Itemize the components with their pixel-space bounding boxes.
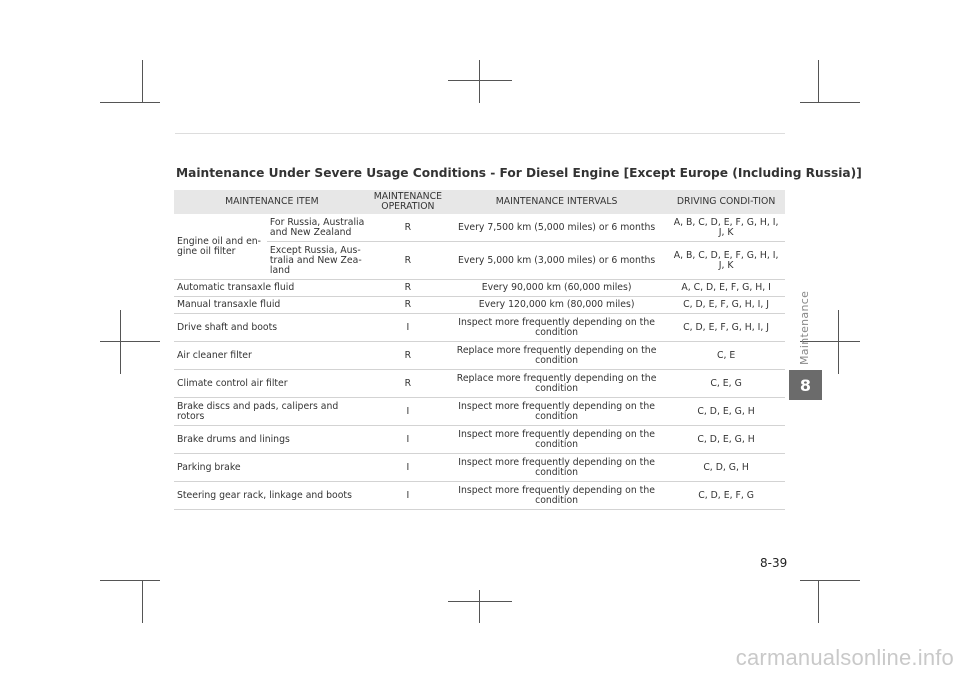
table-row (174, 342, 785, 370)
interval-cell: Every 5,000 km (3,000 miles) or 6 months (446, 242, 667, 280)
condition-cell: C, D, G, H (667, 454, 785, 482)
item-cell: Manual transaxle fluid (174, 297, 370, 314)
condition-cell: C, D, E, G, H (667, 398, 785, 426)
condition-cell: C, D, E, G, H (667, 426, 785, 454)
condition-cell: C, D, E, F, G, H, I, J (667, 297, 785, 314)
table-row (174, 314, 785, 342)
condition-cell: C, E (667, 342, 785, 370)
item-cell: Parking brake (174, 454, 370, 482)
interval-cell: Replace more frequently depending on the condition (446, 370, 667, 398)
interval-cell: Replace more frequently depending on the condition (446, 342, 667, 370)
table-header-row (174, 190, 785, 214)
item-cell: Air cleaner filter (174, 342, 370, 370)
interval-cell: Inspect more frequently depending on the condition (446, 426, 667, 454)
operation-cell: R (370, 342, 446, 370)
interval-cell: Inspect more frequently depending on the condition (446, 454, 667, 482)
condition-cell: C, D, E, F, G (667, 482, 785, 510)
table-row (174, 398, 785, 426)
watermark: carmanualsonline.info (735, 645, 954, 670)
item-cell: Brake discs and pads, calipers and rotors (174, 398, 370, 426)
condition-cell: A, C, D, E, F, G, H, I (667, 280, 785, 297)
table-row (174, 280, 785, 297)
chapter-tab: 8 (789, 370, 822, 400)
interval-cell: Inspect more frequently depending on the condition (446, 398, 667, 426)
region-cell: For Russia, Australia and New Zealand (267, 214, 370, 242)
item-cell: Automatic transaxle fluid (174, 280, 370, 297)
interval-cell: Inspect more frequently depending on the condition (446, 314, 667, 342)
condition-cell: C, E, G (667, 370, 785, 398)
operation-cell: R (370, 242, 446, 280)
interval-cell: Every 120,000 km (80,000 miles) (446, 297, 667, 314)
operation-cell: I (370, 426, 446, 454)
table-row (174, 214, 785, 242)
interval-cell: Inspect more frequently depending on the condition (446, 482, 667, 510)
table-row (174, 482, 785, 510)
table-row (174, 426, 785, 454)
operation-cell: R (370, 214, 446, 242)
region-cell: Except Russia, Aus-tralia and New Zea-land (267, 242, 370, 280)
maintenance-table (174, 190, 785, 510)
chapter-side-label: Maintenance (798, 290, 811, 365)
interval-cell: Every 90,000 km (60,000 miles) (446, 280, 667, 297)
operation-cell: R (370, 370, 446, 398)
item-cell: Steering gear rack, linkage and boots (174, 482, 370, 510)
item-cell: Brake drums and linings (174, 426, 370, 454)
operation-cell: I (370, 314, 446, 342)
header-driving-condition: DRIVING CONDI-TION (667, 190, 785, 214)
interval-cell: Every 7,500 km (5,000 miles) or 6 months (446, 214, 667, 242)
page-title: Maintenance Under Severe Usage Conditions - For Diesel Engine [Except Europe (Including Russia)] (176, 166, 862, 180)
item-cell: Climate control air filter (174, 370, 370, 398)
operation-cell: I (370, 398, 446, 426)
page-number: 8-39 (760, 556, 788, 570)
header-maintenance-operation: MAINTENANCE OPERATION (370, 190, 446, 214)
operation-cell: R (370, 297, 446, 314)
condition-cell: A, B, C, D, E, F, G, H, I, J, K (667, 242, 785, 280)
operation-cell: I (370, 454, 446, 482)
operation-cell: R (370, 280, 446, 297)
item-cell: Drive shaft and boots (174, 314, 370, 342)
condition-cell: C, D, E, F, G, H, I, J (667, 314, 785, 342)
operation-cell: I (370, 482, 446, 510)
table-row (174, 370, 785, 398)
header-divider (175, 133, 785, 134)
table-row (174, 297, 785, 314)
condition-cell: A, B, C, D, E, F, G, H, I, J, K (667, 214, 785, 242)
header-maintenance-intervals: MAINTENANCE INTERVALS (446, 190, 667, 214)
table-row (174, 454, 785, 482)
header-maintenance-item: MAINTENANCE ITEM (174, 190, 370, 214)
item-cell: Engine oil and en-gine oil filter (174, 214, 267, 280)
